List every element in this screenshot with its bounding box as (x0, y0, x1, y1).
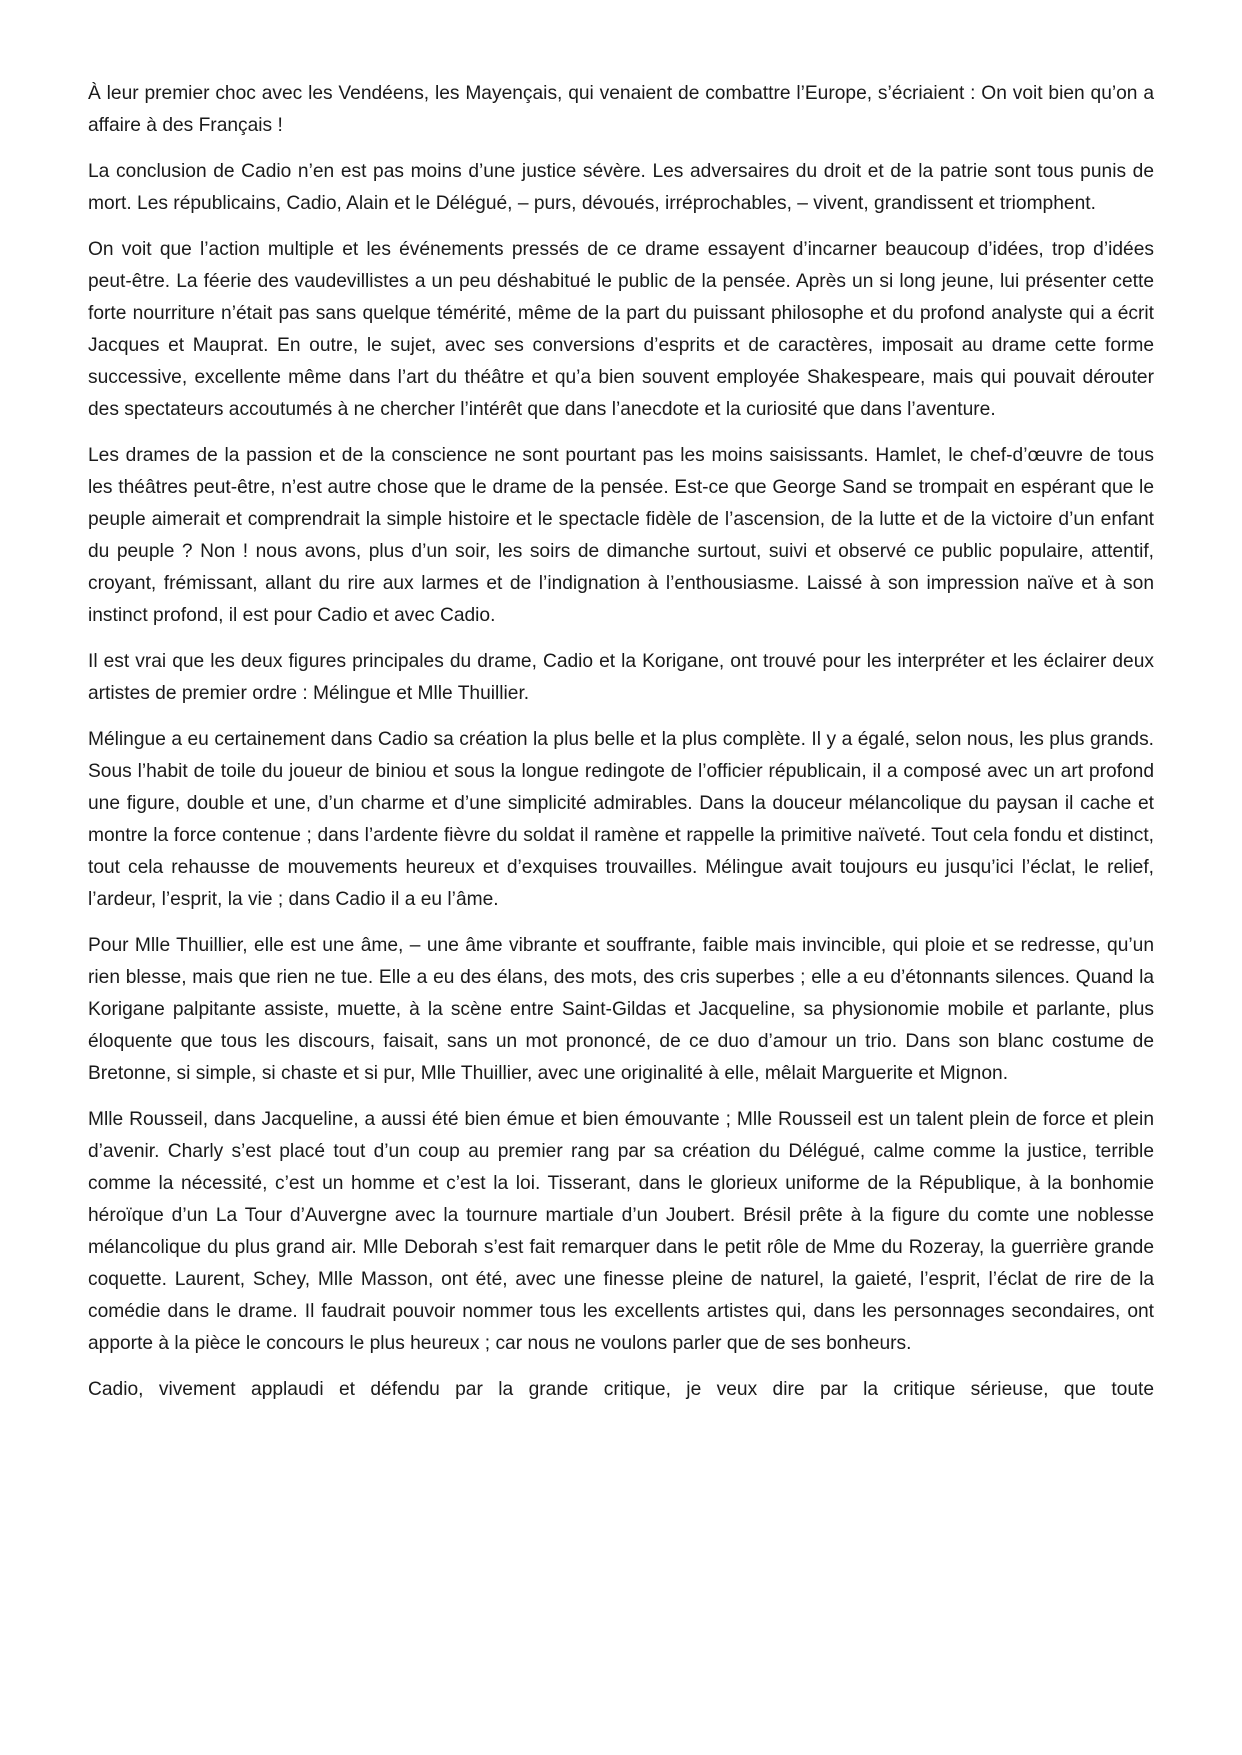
paragraph-7: Pour Mlle Thuillier, elle est une âme, – une âme vibrante et souffrante, faible mais invincible, qui ploie et se redresse, qu’un rien blesse, mais que rien ne tue. Elle a eu des élans, des mots, des cris superbes ; elle a eu d’étonnants silences. Quand la Korigane palpitante assiste, muette, à la scène entre Saint-Gildas et Jacqueline, sa physionomie mobile et parlante, plus éloquente que tous les discours, faisait, sans un mot prononcé, de ce duo d’amour un trio. Dans son blanc costume de Bretonne, si simple, si chaste et si pur, Mlle Thuillier, avec une originalité à elle, mêlait Marguerite et Mignon. (88, 935, 1154, 1084)
paragraph-9: Cadio, vivement applaudi et défendu par la grande critique, je veux dire par la critique sérieuse, que toute (88, 1379, 1154, 1400)
document-page (88, 78, 1154, 1406)
paragraph-6: Mélingue a eu certainement dans Cadio sa création la plus belle et la plus complète. Il y a égalé, selon nous, les plus grands. Sous l’habit de toile du joueur de biniou et sous la longue redingote de l’officier républicain, il a composé avec un art profond une figure, double et une, d’un charme et d’une simplicité admirables. Dans la douceur mélancolique du paysan il cache et montre la force contenue ; dans l’ardente fièvre du soldat il ramène et rappelle la primitive naïveté. Tout cela fondu et distinct, tout cela rehausse de mouvements heureux et d’exquises trouvailles. Mélingue avait toujours eu jusqu’ici l’éclat, le relief, l’ardeur, l’esprit, la vie ; dans Cadio il a eu l’âme. (88, 729, 1154, 910)
paragraph-8: Mlle Rousseil, dans Jacqueline, a aussi été bien émue et bien émouvante ; Mlle Rousseil est un talent plein de force et plein d’avenir. Charly s’est placé tout d’un coup au premier rang par sa création du Délégué, calme comme la justice, terrible comme la nécessité, c’est un homme et c’est la loi. Tisserant, dans le glorieux uniforme de la République, à la bonhomie héroïque d’un La Tour d’Auvergne avec la tournure martiale d’un Joubert. Brésil prête à la figure du comte une noblesse mélancolique du plus grand air. Mlle Deborah s’est fait remarquer dans le petit rôle de Mme du Rozeray, la guerrière grande coquette. Laurent, Schey, Mlle Masson, ont été, avec une finesse pleine de naturel, la gaieté, l’esprit, l’éclat de rire de la comédie dans le drame. Il faudrait pouvoir nommer tous les excellents artistes qui, dans les personnages secondaires, ont apporte à la pièce le concours le plus heureux ; car nous ne voulons parler que de ses bonheurs. (88, 1109, 1154, 1354)
paragraph-1: À leur premier choc avec les Vendéens, les Mayençais, qui venaient de combattre l’Europe, s’écriaient : On voit bien qu’on a affaire à des Français ! (88, 83, 1154, 136)
paragraph-2: La conclusion de Cadio n’en est pas moins d’une justice sévère. Les adversaires du droit et de la patrie sont tous punis de mort. Les républicains, Cadio, Alain et le Délégué, – purs, dévoués, irréprochables, – vivent, grandissent et triomphent. (88, 161, 1154, 214)
paragraph-3: On voit que l’action multiple et les événements pressés de ce drame essayent d’incarner beaucoup d’idées, trop d’idées peut-être. La féerie des vaudevillistes a un peu déshabitué le public de la pensée. Après un si long jeune, lui présenter cette forte nourriture n’était pas sans quelque témérité, même de la part du puissant philosophe et du profond analyste qui a écrit Jacques et Mauprat. En outre, le sujet, avec ses conversions d’esprits et de caractères, imposait au drame cette forme successive, excellente même dans l’art du théâtre et qu’a bien souvent employée Shakespeare, mais qui pouvait dérouter des spectateurs accoutumés à ne chercher l’intérêt que dans l’anecdote et la curiosité que dans l’aventure. (88, 239, 1154, 420)
paragraph-5: Il est vrai que les deux figures principales du drame, Cadio et la Korigane, ont trouvé pour les interpréter et les éclairer deux artistes de premier ordre : Mélingue et Mlle Thuillier. (88, 651, 1154, 704)
paragraph-4: Les drames de la passion et de la conscience ne sont pourtant pas les moins saisissants. Hamlet, le chef-d’œuvre de tous les théâtres peut-être, n’est autre chose que le drame de la pensée. Est-ce que George Sand se trompait en espérant que le peuple aimerait et comprendrait la simple histoire et le spectacle fidèle de l’ascension, de la lutte et de la victoire d’un enfant du peuple ? Non ! nous avons, plus d’un soir, les soirs de dimanche surtout, suivi et observé ce public populaire, attentif, croyant, frémissant, allant du rire aux larmes et de l’indignation à l’enthousiasme. Laissé à son impression naïve et à son instinct profond, il est pour Cadio et avec Cadio. (88, 445, 1154, 626)
